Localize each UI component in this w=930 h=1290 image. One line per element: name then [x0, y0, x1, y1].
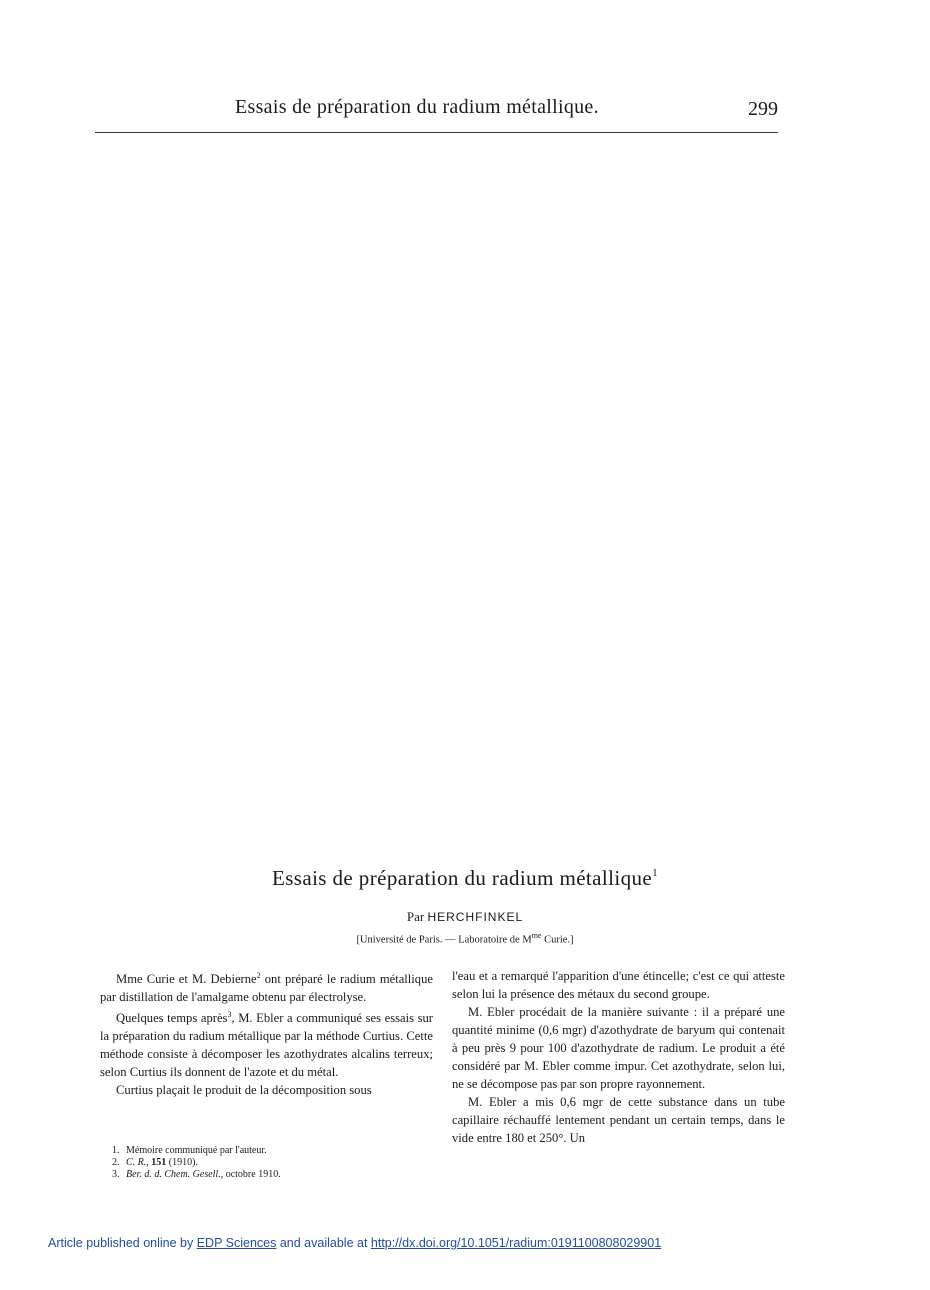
- publisher-link[interactable]: EDP Sciences: [196, 1236, 277, 1250]
- footnote-2-number: 2.: [112, 1157, 120, 1168]
- affiliation-start: [Université de Paris. — Laboratoire de M: [356, 934, 532, 946]
- footnote-3-date: , octobre 1910.: [220, 1169, 281, 1180]
- footnote-2-source: C. R.: [126, 1157, 147, 1168]
- affiliation: [0, 931, 930, 946]
- left-p2-end: , M. Ebler a communiqué ses essais sur la préparation du radium métallique par la méthode Curtius. Cette méthode consiste à décomposer les azothydrates alcalins terreux; selon Curtius ils donnent de l'azote et du métal.: [100, 1011, 434, 1079]
- byline: [0, 909, 930, 925]
- affiliation-sup: me: [531, 931, 542, 940]
- doi-link[interactable]: http://dx.doi.org/10.1051/radium:0191100808029901: [370, 1236, 662, 1250]
- footnote-3-source: Ber. d. d. Chem. Gesell.: [126, 1169, 221, 1180]
- footnote-2: 2. C. R., 151 (1910).: [112, 1157, 198, 1168]
- left-p1-start: Mme Curie et M. Debierne: [116, 972, 257, 986]
- left-p1-end: ont préparé le radium métallique par distillation de l'amalgame obtenu par électrolyse.: [100, 972, 433, 1004]
- right-paragraph-2: M. Ebler procédait de la manière suivante : il a préparé une quantité minime (0,6 mgr) d'azothydrate de baryum qui contenait à peu près 9 pour 100 d'azothydrate de radium. Le produit a été considéré par M. Ebler comme impur. Cet azothydrate, selon lui, ne se décompose pas par son propre rayonnement.: [452, 1005, 785, 1091]
- left-p2-start: Quelques temps après: [116, 1011, 228, 1025]
- footnote-2-volume: 151: [151, 1157, 167, 1168]
- left-column: [100, 967, 433, 1099]
- footnote-marker-2: 2: [256, 971, 261, 980]
- left-paragraph-3: Curtius plaçait le produit de la décomposition sous: [116, 1083, 372, 1097]
- footnote-1: [112, 1145, 432, 1157]
- left-paragraph-1: [100, 967, 433, 1006]
- footnote-3-number: 3.: [112, 1169, 120, 1180]
- page-number: 299: [748, 98, 778, 120]
- running-header: [95, 96, 778, 133]
- publisher-note: [48, 1236, 661, 1250]
- footnote-3: [112, 1169, 432, 1181]
- footnote-marker-3: 3: [227, 1010, 232, 1019]
- footnote-2-year: (1910).: [168, 1157, 198, 1168]
- byline-prefix: Par: [406, 909, 425, 924]
- article-title-text: Essais de préparation du radium métallique: [271, 866, 653, 890]
- running-title: Essais de préparation du radium métallique.: [235, 96, 599, 118]
- right-paragraph-3: M. Ebler a mis 0,6 mgr de cette substance dans un tube capillaire réchauffé lentement pendant un certain temps, dans le vide entre 180 et 250°. Un: [452, 1095, 785, 1145]
- right-column: [452, 967, 785, 1147]
- left-paragraph-2: [100, 1006, 433, 1081]
- publisher-note-prefix: Article published online by: [48, 1236, 197, 1250]
- title-footnote-marker: 1: [652, 867, 658, 879]
- publisher-note-middle: and available at: [276, 1236, 371, 1250]
- article-title: [0, 866, 930, 891]
- author-name: HERCHFINKEL: [427, 910, 524, 924]
- footnote-1-number: 1.: [112, 1145, 120, 1156]
- right-paragraph-1: l'eau et a remarqué l'apparition d'une étincelle; c'est ce qui atteste selon lui la présence des métaux du second groupe.: [452, 969, 785, 1001]
- affiliation-end: Curie.]: [541, 934, 574, 946]
- footnotes: [112, 1145, 432, 1181]
- footnote-1-text: Mémoire communiqué par l'auteur.: [126, 1145, 267, 1156]
